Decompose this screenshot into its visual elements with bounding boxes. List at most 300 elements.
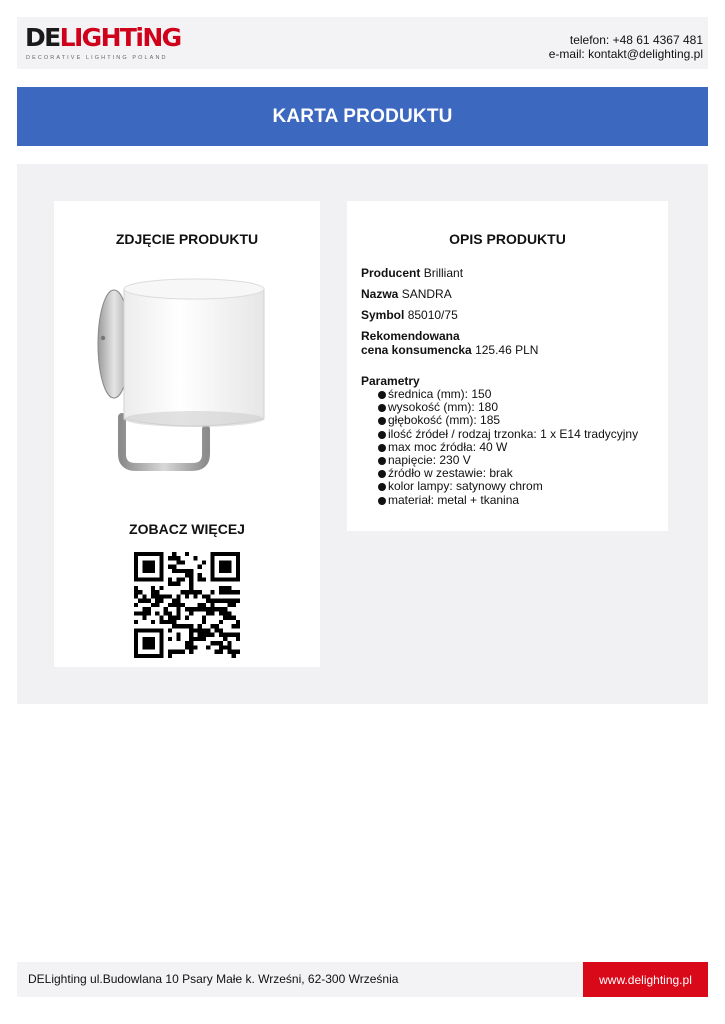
qr-module: [189, 611, 193, 615]
price-label-line2: cena konsumencka: [361, 343, 472, 357]
qr-module: [236, 590, 240, 594]
qr-module: [181, 603, 185, 607]
qr-module: [219, 586, 223, 590]
qr-module: [202, 616, 206, 620]
footer-address: DELighting ul.Budowlana 10 Psary Małe k. Wrześni, 62-300 Września: [28, 972, 399, 986]
symbol-value: 85010/75: [407, 308, 458, 322]
qr-module: [198, 633, 202, 637]
qr-module: [176, 603, 180, 607]
qr-module: [236, 650, 240, 654]
qr-module: [215, 599, 219, 603]
qr-module: [198, 628, 202, 632]
qr-module: [168, 556, 172, 560]
qr-module: [181, 650, 185, 654]
qr-module: [215, 624, 219, 628]
qr-module: [134, 641, 138, 645]
qr-module: [147, 645, 151, 649]
qr-module: [155, 590, 159, 594]
qr-module: [176, 599, 180, 603]
qr-module: [232, 654, 236, 658]
qr-module: [232, 577, 236, 581]
param-item: ilość źródeł / rodzaj trzonka: 1 x E14 tradycyjny: [378, 428, 658, 441]
qr-module: [142, 565, 146, 569]
qr-module: [181, 590, 185, 594]
qr-module: [193, 590, 197, 594]
logo-tagline: DECORATIVE LIGHTING POLAND: [26, 55, 168, 61]
qr-module: [134, 565, 138, 569]
qr-module: [193, 594, 197, 598]
qr-module: [147, 577, 151, 581]
qr-module: [210, 552, 214, 556]
producer-row: [361, 266, 658, 280]
qr-module: [176, 560, 180, 564]
qr-module: [134, 628, 138, 632]
qr-module: [181, 624, 185, 628]
qr-module: [202, 628, 206, 632]
qr-module: [151, 603, 155, 607]
qr-module: [210, 599, 214, 603]
qr-module: [189, 624, 193, 628]
qr-module: [134, 633, 138, 637]
qr-module: [215, 552, 219, 556]
qr-module: [147, 607, 151, 611]
qr-module: [227, 616, 231, 620]
qr-module: [219, 650, 223, 654]
price-value: 125.46 PLN: [475, 343, 539, 357]
contact-email[interactable]: e-mail: kontakt@delighting.pl: [548, 47, 703, 61]
qr-module: [185, 607, 189, 611]
qr-module: [155, 552, 159, 556]
qr-module: [210, 641, 214, 645]
qr-module: [142, 599, 146, 603]
qr-module: [227, 641, 231, 645]
qr-module: [189, 645, 193, 649]
qr-module: [176, 594, 180, 598]
qr-module: [219, 569, 223, 573]
qr-module: [223, 599, 227, 603]
qr-module: [223, 616, 227, 620]
qr-module: [147, 599, 151, 603]
qr-module: [159, 637, 163, 641]
content-panel: [17, 164, 708, 704]
param-item: średnica (mm): 150: [378, 388, 658, 401]
qr-module: [168, 637, 172, 641]
qr-module: [232, 633, 236, 637]
qr-module: [236, 556, 240, 560]
qr-module: [219, 590, 223, 594]
logo-de: DE: [25, 23, 60, 52]
qr-module: [236, 573, 240, 577]
qr-module: [215, 641, 219, 645]
qr-module: [159, 628, 163, 632]
qr-module: [219, 599, 223, 603]
qr-module: [172, 616, 176, 620]
qr-module: [181, 577, 185, 581]
qr-module: [193, 628, 197, 632]
qr-module: [181, 560, 185, 564]
qr-module: [219, 607, 223, 611]
qr-module: [159, 573, 163, 577]
qr-module: [210, 556, 214, 560]
qr-module: [134, 603, 138, 607]
qr-module: [147, 569, 151, 573]
qr-module: [134, 569, 138, 573]
qr-module: [232, 552, 236, 556]
qr-module: [155, 611, 159, 615]
qr-module: [159, 616, 163, 620]
qr-module: [142, 611, 146, 615]
qr-module: [236, 560, 240, 564]
qr-module: [168, 620, 172, 624]
producer-label: Producent: [361, 266, 421, 280]
qr-module: [219, 633, 223, 637]
params-title: Parametry: [361, 374, 420, 388]
qr-module: [151, 654, 155, 658]
photo-card: [54, 201, 320, 667]
qr-module: [155, 654, 159, 658]
qr-module: [142, 552, 146, 556]
qr-module: [202, 620, 206, 624]
qr-module: [151, 645, 155, 649]
qr-module: [219, 565, 223, 569]
qr-module: [223, 565, 227, 569]
qr-module: [168, 616, 172, 620]
qr-module: [202, 560, 206, 564]
qr-module: [202, 633, 206, 637]
footer-website-link[interactable]: www.delighting.pl: [583, 962, 708, 997]
symbol-label: Symbol: [361, 308, 405, 322]
qr-module: [134, 645, 138, 649]
qr-module: [159, 569, 163, 573]
qr-module: [159, 620, 163, 624]
qr-module: [147, 637, 151, 641]
contact-info: [549, 33, 703, 61]
qr-module: [227, 586, 231, 590]
qr-module: [202, 637, 206, 641]
qr-module: [236, 599, 240, 603]
qr-module: [176, 607, 180, 611]
qr-module: [189, 577, 193, 581]
qr-module: [189, 586, 193, 590]
qr-module: [210, 590, 214, 594]
qr-module: [236, 620, 240, 624]
qr-module: [142, 645, 146, 649]
qr-module: [219, 645, 223, 649]
qr-module: [185, 573, 189, 577]
name-label: Nazwa: [361, 287, 399, 301]
qr-module: [210, 573, 214, 577]
qr-module: [176, 633, 180, 637]
description-card: [347, 201, 668, 531]
qr-module: [236, 624, 240, 628]
qr-module: [202, 607, 206, 611]
qr-module: [198, 624, 202, 628]
qr-module: [134, 637, 138, 641]
qr-module: [176, 616, 180, 620]
qr-module: [155, 603, 159, 607]
qr-module: [185, 552, 189, 556]
qr-module: [147, 641, 151, 645]
qr-module: [232, 599, 236, 603]
qr-module: [227, 552, 231, 556]
qr-module: [232, 590, 236, 594]
page-header: [17, 17, 708, 69]
param-item: max moc źródła: 40 W: [378, 441, 658, 454]
qr-module: [168, 603, 172, 607]
qr-module: [223, 590, 227, 594]
qr-module: [223, 552, 227, 556]
qr-module: [189, 607, 193, 611]
qr-module: [142, 594, 146, 598]
qr-module: [189, 628, 193, 632]
qr-module: [159, 556, 163, 560]
qr-module: [142, 637, 146, 641]
param-item: napięcie: 230 V: [378, 454, 658, 467]
qr-module: [215, 577, 219, 581]
qr-module: [189, 641, 193, 645]
qr-module: [142, 607, 146, 611]
qr-module: [138, 552, 142, 556]
qr-module: [215, 628, 219, 632]
qr-module: [227, 603, 231, 607]
qr-module: [142, 628, 146, 632]
qr-module: [189, 637, 193, 641]
qr-module: [193, 556, 197, 560]
qr-module: [185, 616, 189, 620]
qr-module: [134, 560, 138, 564]
params-list: [378, 388, 658, 507]
qr-module: [164, 611, 168, 615]
qr-module: [189, 650, 193, 654]
qr-module: [172, 624, 176, 628]
qr-module: [232, 624, 236, 628]
qr-module: [159, 654, 163, 658]
qr-module: [210, 565, 214, 569]
qr-module: [236, 569, 240, 573]
qr-module: [193, 607, 197, 611]
title-banner: [17, 87, 708, 146]
qr-module: [159, 599, 163, 603]
qr-module: [210, 560, 214, 564]
qr-module: [159, 577, 163, 581]
qr-module: [206, 594, 210, 598]
qr-module: [151, 577, 155, 581]
qr-module: [138, 611, 142, 615]
qr-module: [185, 624, 189, 628]
qr-module: [164, 607, 168, 611]
qr-module: [155, 594, 159, 598]
qr-module: [198, 565, 202, 569]
qr-module: [172, 556, 176, 560]
qr-module: [193, 645, 197, 649]
product-photo-lamp: [74, 269, 300, 489]
qr-module: [142, 569, 146, 573]
qr-module: [198, 637, 202, 641]
qr-module: [223, 569, 227, 573]
qr-module: [210, 569, 214, 573]
qr-module: [151, 637, 155, 641]
qr-module: [232, 603, 236, 607]
contact-phone[interactable]: telefon: +48 61 4367 481: [569, 33, 703, 47]
qr-module: [159, 586, 163, 590]
qr-module: [236, 637, 240, 641]
price-row: [361, 329, 658, 357]
qr-module: [227, 569, 231, 573]
qr-module: [185, 641, 189, 645]
qr-module: [236, 633, 240, 637]
qr-module: [164, 594, 168, 598]
qr-module: [172, 565, 176, 569]
qr-module: [172, 620, 176, 624]
param-item: wysokość (mm): 180: [378, 401, 658, 414]
qr-module: [159, 633, 163, 637]
description-card-title: OPIS PRODUKTU: [449, 231, 566, 247]
qr-module: [206, 628, 210, 632]
qr-module: [142, 577, 146, 581]
qr-module: [138, 599, 142, 603]
qr-module: [185, 594, 189, 598]
param-item: głębokość (mm): 185: [378, 414, 658, 427]
qr-module: [210, 624, 214, 628]
qr-module: [147, 552, 151, 556]
qr-module: [138, 590, 142, 594]
qr-module: [202, 594, 206, 598]
qr-module: [227, 599, 231, 603]
producer-value: Brilliant: [423, 266, 464, 280]
symbol-row: [361, 308, 658, 322]
qr-module: [147, 565, 151, 569]
qr-module: [168, 565, 172, 569]
qr-module: [176, 582, 180, 586]
qr-module: [219, 628, 223, 632]
qr-module: [147, 654, 151, 658]
qr-module: [223, 586, 227, 590]
qr-module: [151, 594, 155, 598]
qr-module: [155, 577, 159, 581]
qr-module: [134, 577, 138, 581]
qr-module: [134, 611, 138, 615]
qr-module: [159, 560, 163, 564]
qr-module: [168, 611, 172, 615]
qr-module: [210, 577, 214, 581]
qr-module: [219, 641, 223, 645]
qr-module: [134, 650, 138, 654]
qr-module: [219, 577, 223, 581]
qr-module: [232, 650, 236, 654]
qr-module: [147, 628, 151, 632]
qr-module: [210, 607, 214, 611]
qr-module: [151, 569, 155, 573]
qr-module: [215, 607, 219, 611]
qr-module: [138, 577, 142, 581]
qr-module: [227, 645, 231, 649]
qr-module: [168, 577, 172, 581]
qr-module: [151, 641, 155, 645]
qr-module: [185, 569, 189, 573]
qr-module: [168, 628, 172, 632]
qr-module: [198, 573, 202, 577]
qr-module: [142, 616, 146, 620]
photo-card-title: ZDJĘCIE PRODUKTU: [115, 231, 259, 247]
qr-module: [159, 594, 163, 598]
qr-module: [134, 654, 138, 658]
qr-module: [223, 637, 227, 641]
qr-module: [219, 611, 223, 615]
qr-module: [172, 582, 176, 586]
qr-module: [189, 582, 193, 586]
qr-module: [168, 654, 172, 658]
qr-module: [138, 654, 142, 658]
qr-module: [206, 599, 210, 603]
qr-module: [172, 603, 176, 607]
qr-module: [172, 569, 176, 573]
qr-module: [189, 573, 193, 577]
price-label-line1: Rekomendowana: [361, 329, 460, 343]
qr-module: [223, 560, 227, 564]
qr-module: [147, 611, 151, 615]
logo-lighting: LIGHTiNG: [59, 23, 181, 52]
qr-module: [206, 633, 210, 637]
qr-module: [151, 620, 155, 624]
qr-module: [176, 556, 180, 560]
qr-module: [155, 599, 159, 603]
qr-module: [189, 633, 193, 637]
param-item: materiał: metal + tkanina: [378, 494, 658, 507]
qr-module: [159, 645, 163, 649]
qr-module: [172, 552, 176, 556]
qr-module: [227, 577, 231, 581]
qr-module: [134, 556, 138, 560]
qr-module: [206, 645, 210, 649]
delighting-logo[interactable]: [25, 23, 181, 65]
qr-module: [215, 650, 219, 654]
logo-wordmark: [25, 23, 181, 53]
qr-module: [227, 611, 231, 615]
qr-module: [159, 552, 163, 556]
qr-module: [198, 590, 202, 594]
qr-module: [176, 611, 180, 615]
qr-module: [223, 611, 227, 615]
qr-module: [223, 607, 227, 611]
qr-module: [227, 650, 231, 654]
qr-module: [159, 650, 163, 654]
qr-module: [159, 565, 163, 569]
qr-module: [198, 603, 202, 607]
qr-module: [202, 577, 206, 581]
qr-module: [164, 620, 168, 624]
name-row: [361, 287, 658, 301]
qr-module: [206, 611, 210, 615]
qr-module: [176, 650, 180, 654]
name-value: SANDRA: [401, 287, 452, 301]
qr-module: [134, 620, 138, 624]
qr-module: [151, 628, 155, 632]
qr-module: [151, 586, 155, 590]
qr-module: [147, 560, 151, 564]
qr-module: [227, 633, 231, 637]
qr-module: [134, 573, 138, 577]
qr-module: [227, 560, 231, 564]
qr-module: [219, 560, 223, 564]
qr-module: [176, 577, 180, 581]
qr-module: [227, 565, 231, 569]
qr-code[interactable]: [134, 552, 240, 658]
qr-module: [134, 552, 138, 556]
qr-module: [176, 624, 180, 628]
qr-module: [134, 594, 138, 598]
qr-module: [181, 569, 185, 573]
qr-module: [155, 628, 159, 632]
